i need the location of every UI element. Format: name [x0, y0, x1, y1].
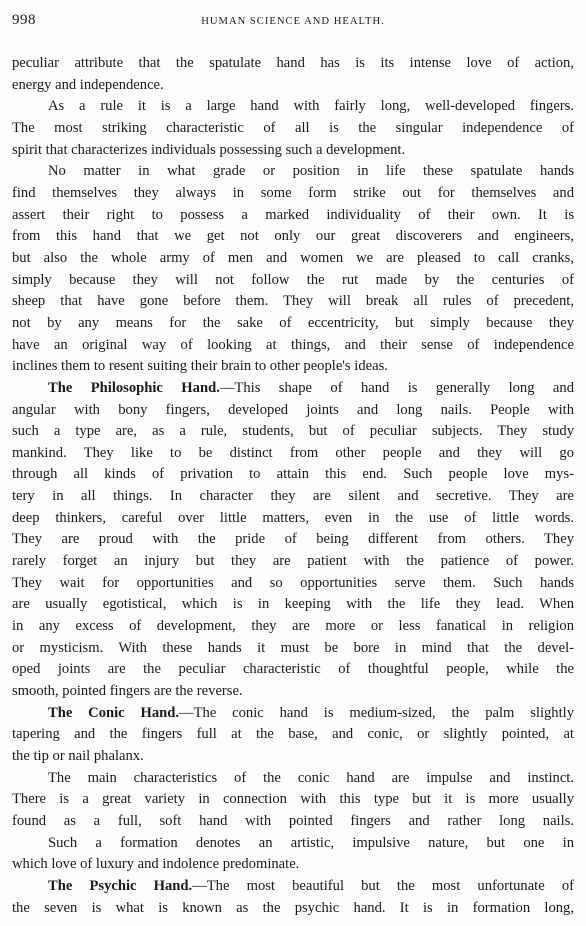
- body-text: [12, 54, 574, 920]
- text-line: rarely forget an injury but they are patient with the patience of power.: [12, 553, 574, 570]
- text-line: There is a great variety in connection with this type but it is more usually: [12, 791, 574, 808]
- text-line: in any excess of development, they are more or less fanatical in religion: [12, 618, 574, 635]
- text-line: energy and independence.: [12, 76, 164, 93]
- text-line: No matter in what grade or position in life these spatulate hands: [48, 163, 574, 180]
- text-line: such a type are, as a rule, students, but of peculiar subjects. They study: [12, 423, 574, 440]
- text-line: which love of luxury and indolence predominate.: [12, 856, 300, 873]
- text-line: or mysticism. With these hands it must be bore in mind that the devel-: [12, 639, 574, 656]
- text-line: through all kinds of privation to attain this end. Such people love mys-: [12, 466, 574, 483]
- text-line: not by any means for the sake of eccentricity, but simply because they: [12, 314, 574, 331]
- text-line: They are proud with the pride of being different from others. They: [12, 531, 574, 548]
- text-line: tapering and the fingers full at the base, and conic, or slightly pointed, at: [12, 726, 574, 743]
- text-line: spirit that characterizes individuals possessing such a development.: [12, 141, 406, 158]
- text-line: peculiar attribute that the spatulate hand has is its intense love of action,: [12, 55, 574, 71]
- text-line: They wait for opportunities and so opportunities serve them. Such hands: [12, 574, 574, 591]
- text-line: The Philosophic Hand.—This shape of hand is generally long and: [48, 379, 574, 396]
- text-line: the tip or nail phalanx.: [12, 748, 144, 764]
- text-line: The most striking characteristic of all is the singular independence of: [12, 119, 574, 136]
- text-line: but also the whole army of men and women we are pleased to call cranks,: [12, 249, 574, 266]
- text-line: are usually egotistical, which is in keeping with the life they lead. When: [12, 596, 574, 613]
- text-line: As a rule it is a large hand with fairly long, well-developed fingers.: [48, 98, 574, 115]
- section-heading-philosophic: The Philosophic Hand.: [48, 379, 220, 396]
- text-line: smooth, pointed fingers are the reverse.: [12, 683, 243, 700]
- text-line: find themselves they always in some form strike out for themselves and: [12, 184, 574, 201]
- text-line: inclines them to resent suiting their brain to other people's ideas.: [12, 358, 388, 375]
- text-line: tery in all things. In character they are silent and secretive. They are: [12, 488, 574, 505]
- section-heading-psychic: The Psychic Hand.: [48, 877, 193, 894]
- text-line: oped joints are the peculiar characteristic of thoughtful people, while the: [12, 661, 574, 678]
- text-line: The Psychic Hand.—The most beautiful but the most unfortunate of: [48, 877, 575, 894]
- text-line: deep thinkers, careful over little matters, even in the use of little words.: [12, 509, 574, 526]
- text-line: The Conic Hand.—The conic hand is medium-sized, the palm slightly: [48, 704, 575, 721]
- text-line: sheep that have gone before them. They will break all rules of precedent,: [12, 293, 574, 310]
- text-line: mankind. They like to be distinct from other people and they will go: [12, 444, 574, 461]
- page-header: [12, 10, 574, 32]
- text-line: from this hand that we get not only our great discoverers and engineers,: [12, 228, 574, 245]
- text-line: simply because they will not follow the rut made by the centuries of: [12, 271, 574, 288]
- section-heading-conic: The Conic Hand.: [48, 704, 180, 721]
- text-line: angular with bony fingers, developed joints and long nails. People with: [12, 401, 574, 418]
- text-line: assert their right to possess a marked individuality of their own. It is: [12, 206, 574, 223]
- page-number: 998: [12, 12, 36, 28]
- running-title: HUMAN SCIENCE AND HEALTH.: [201, 16, 385, 27]
- text-line: Such a formation denotes an artistic, impulsive nature, but one in: [48, 834, 574, 851]
- text-line: The main characteristics of the conic hand are impulse and instinct.: [48, 769, 574, 786]
- text-line: found as a full, soft hand with pointed fingers and rather long nails.: [12, 812, 574, 829]
- text-line: have an original way of looking at things, and their sense of independence: [12, 336, 574, 353]
- text-line: the seven is what is known as the psychic hand. It is in formation long,: [12, 899, 574, 916]
